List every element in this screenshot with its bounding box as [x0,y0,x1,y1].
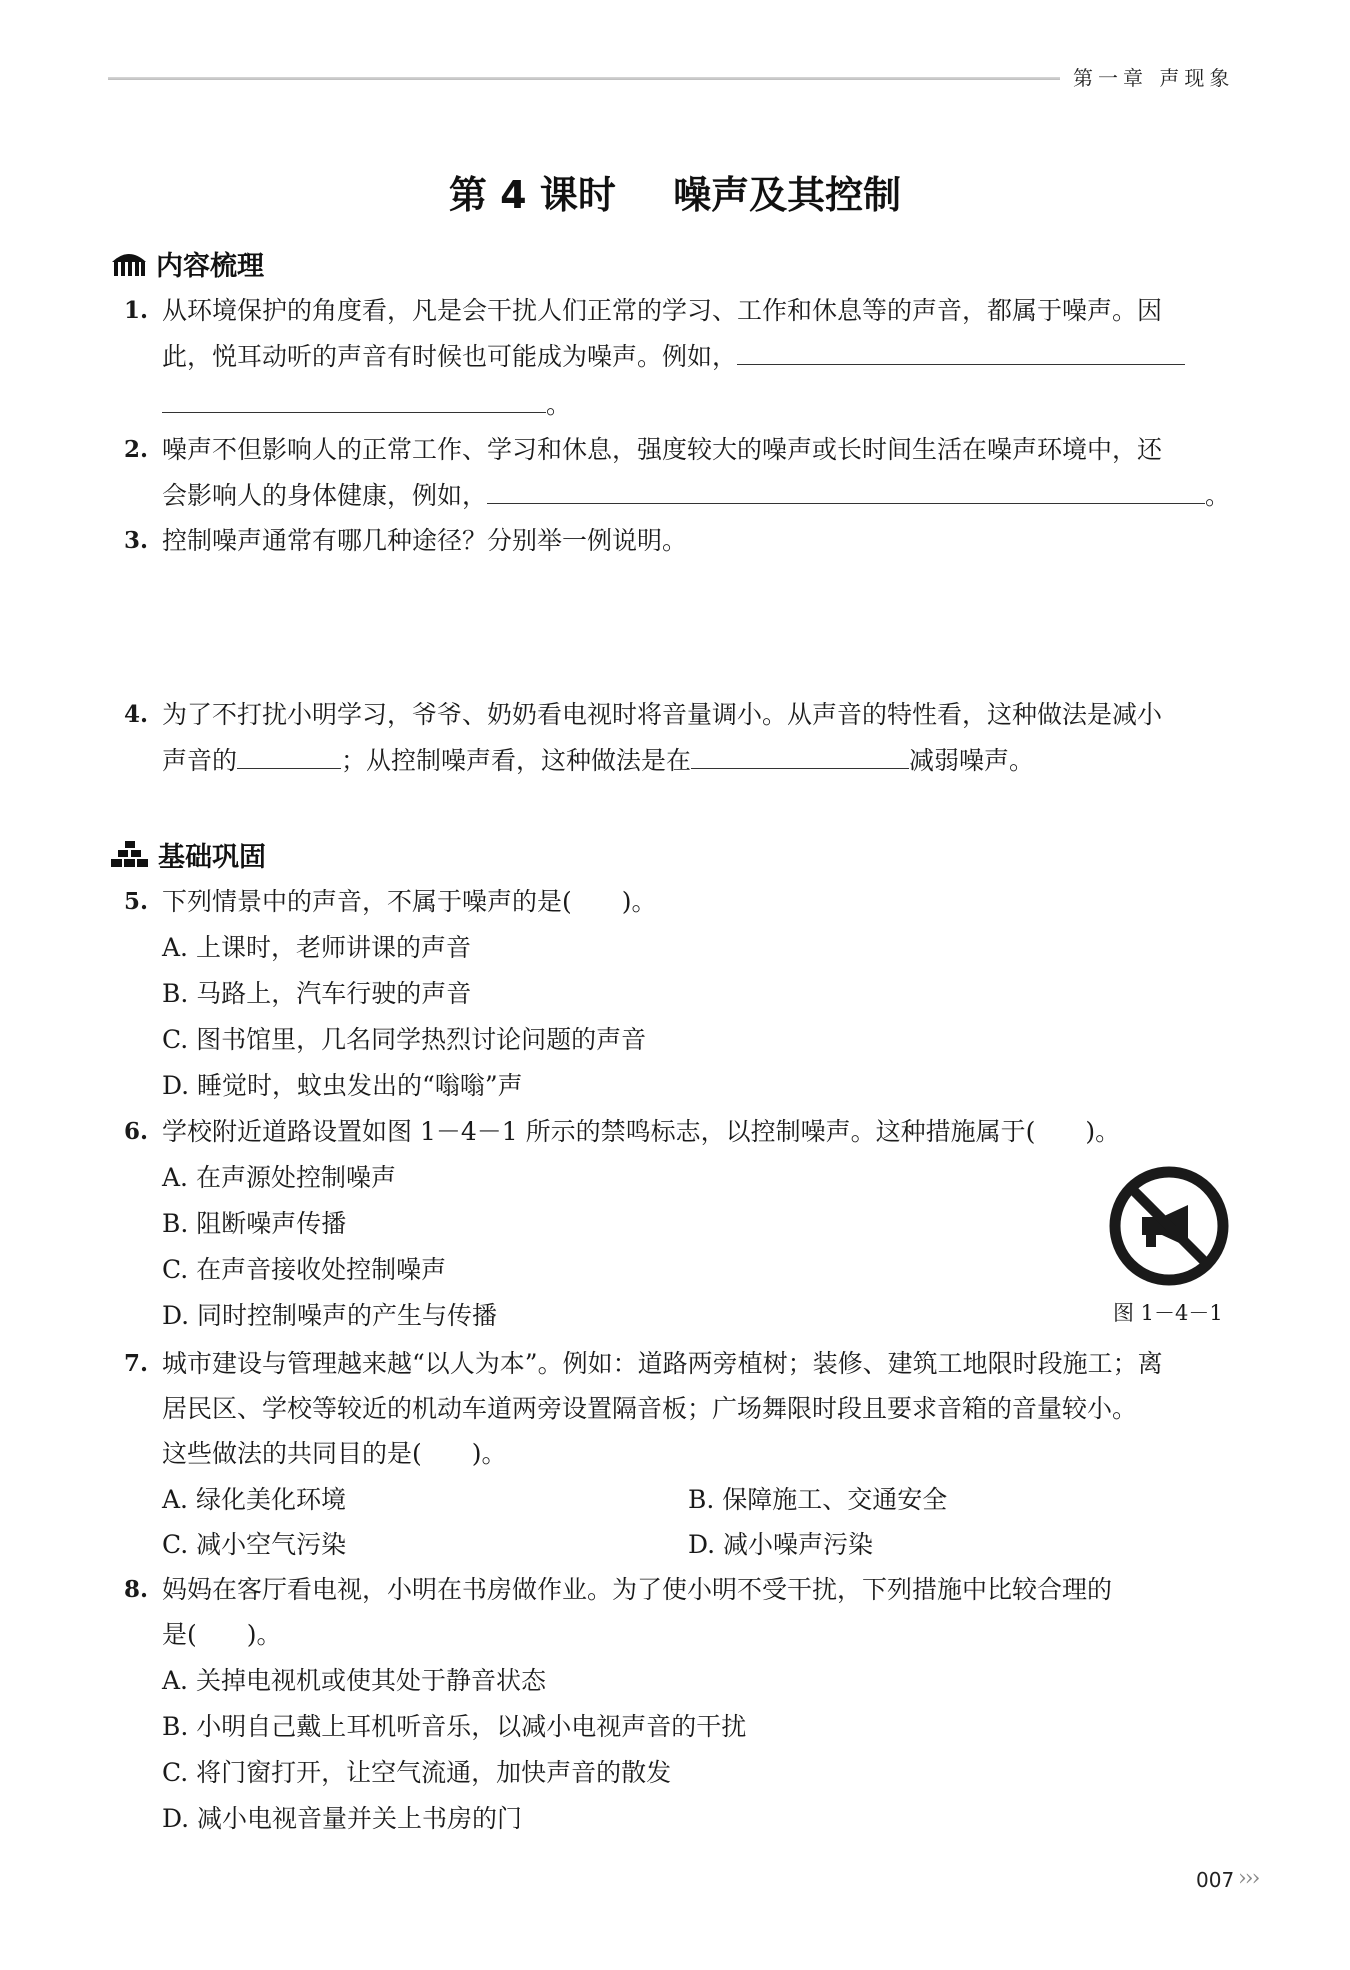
q4-number: 4. [124,701,149,728]
q1-line1: 从环境保护的角度看，凡是会干扰人们正常的学习、工作和休息等的声音，都属于噪声。因 [162,296,1163,325]
q6-option-b[interactable]: B. 阻断噪声传播 [162,1209,347,1238]
q1-blank-1[interactable] [737,336,1185,365]
q5-option-a[interactable]: A. 上课时，老师讲课的声音 [162,933,471,962]
q8-option-a[interactable]: A. 关掉电视机或使其处于静音状态 [162,1666,546,1695]
q4-blank-1[interactable] [237,740,341,769]
q7-option-b[interactable]: B. 保障施工、交通安全 [688,1485,948,1514]
q6-stem: 学校附近道路设置如图 1－4－1 所示的禁鸣标志，以控制噪声。这种措施属于( )。 [162,1117,1121,1146]
q4-line2: 声音的 ；从控制噪声看，这种做法是在 减弱噪声。 [162,740,1034,781]
q2-number: 2. [124,436,149,463]
q2-line2: 会影响人的身体健康，例如， 。 [162,475,1230,516]
q6-option-a[interactable]: A. 在声源处控制噪声 [162,1163,396,1192]
header-rule [108,77,1060,80]
q7-option-a[interactable]: A. 绿化美化环境 [162,1485,346,1514]
q5-option-b[interactable]: B. 马路上，汽车行驶的声音 [162,979,472,1008]
q2-blank[interactable] [487,475,1205,504]
q5-stem: 下列情景中的声音，不属于噪声的是( )。 [162,887,657,916]
q8-number: 8. [124,1576,149,1603]
section-content-title: 内容梳理 [156,250,264,282]
q2-line1: 噪声不但影响人的正常工作、学习和休息，强度较大的噪声或长时间生活在噪声环境中，还 [162,435,1163,464]
q5-option-c[interactable]: C. 图书馆里，几名同学热烈讨论问题的声音 [162,1025,647,1054]
q6-option-d[interactable]: D. 同时控制噪声的产生与传播 [162,1301,498,1330]
q1-line3: 。 [162,384,571,425]
q7-line2: 居民区、学校等较近的机动车道两旁设置隔音板；广场舞限时段且要求音箱的音量较小。 [162,1394,1138,1423]
q8-option-c[interactable]: C. 将门窗打开，让空气流通，加快声音的散发 [162,1758,672,1787]
q3-line1: 控制噪声通常有哪几种途径？分别举一例说明。 [162,526,688,555]
q4-line1: 为了不打扰小明学习，爷爷、奶奶看电视时将音量调小。从声音的特性看，这种做法是减小 [162,700,1163,729]
title-topic: 噪声及其控制 [673,173,902,217]
q6-number: 6. [124,1118,149,1145]
page-arrows-icon: ››› [1238,1866,1259,1891]
chapter-label: 第一章 声现象 [1073,66,1235,90]
q7-line1: 城市建设与管理越来越“以人为本”。例如：道路两旁植树；装修、建筑工地限时段施工；离 [162,1349,1163,1378]
q1-blank-2[interactable] [162,384,546,413]
title-lesson: 第 4 课时 [448,173,616,217]
q7-option-d[interactable]: D. 减小噪声污染 [688,1530,874,1559]
q1-number: 1. [124,297,149,324]
q4-blank-2[interactable] [691,740,909,769]
page-title [0,164,1350,219]
q8-line1: 妈妈在客厅看电视，小明在书房做作业。为了使小明不受干扰，下列措施中比较合理的 [162,1575,1113,1604]
no-horn-sign-icon [1108,1165,1230,1287]
pillar-icon [110,248,148,278]
q5-option-d[interactable]: D. 睡觉时，蚊虫发出的“嗡嗡”声 [162,1071,523,1100]
q7-option-c[interactable]: C. 减小空气污染 [162,1530,347,1559]
section-content-header [110,243,264,283]
q8-line2: 是( )。 [162,1620,282,1649]
section-basic-title: 基础巩固 [158,841,266,873]
q1-line2: 此，悦耳动听的声音有时候也可能成为噪声。例如， [162,336,1185,377]
q8-option-b[interactable]: B. 小明自己戴上耳机听音乐，以减小电视声音的干扰 [162,1712,747,1741]
bricks-icon [110,840,150,868]
figure-caption: 图 1－4－1 [1113,1301,1223,1325]
q3-number: 3. [124,527,149,554]
section-basic-header [110,834,266,874]
q5-number: 5. [124,888,149,915]
q7-line3: 这些做法的共同目的是( )。 [162,1439,507,1468]
q8-option-d[interactable]: D. 减小电视音量并关上书房的门 [162,1804,523,1833]
q6-option-c[interactable]: C. 在声音接收处控制噪声 [162,1255,447,1284]
q7-number: 7. [124,1350,149,1377]
page-number: 007 [1196,1868,1235,1892]
